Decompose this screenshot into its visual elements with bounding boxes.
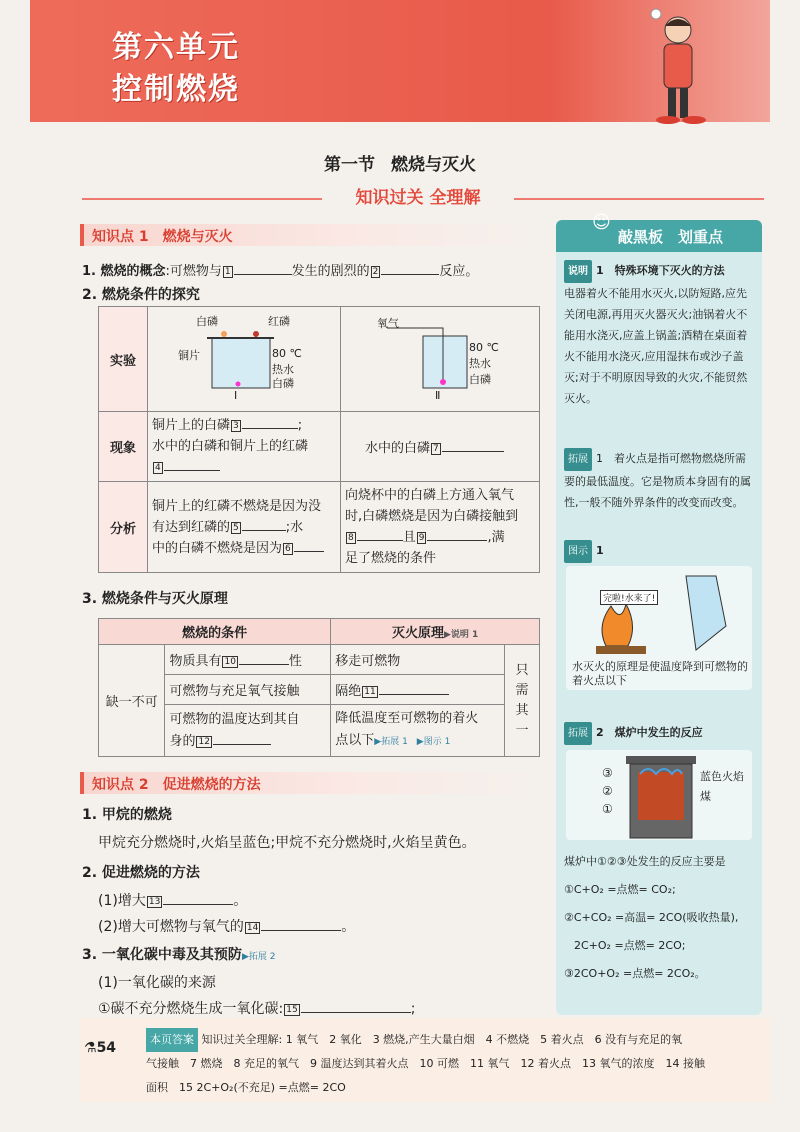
blank-number: 13 bbox=[148, 897, 161, 907]
label-oxygen: 氧气 bbox=[377, 317, 399, 330]
stove-label-3: ③ bbox=[602, 766, 613, 780]
cond-text: 可燃物的温度达到其自 bbox=[169, 711, 300, 727]
cond-row-3 bbox=[165, 705, 331, 757]
s3-note: ▶拓展 2 bbox=[241, 952, 276, 962]
answer-blank bbox=[164, 470, 220, 471]
s3-heading-text: 3. 一氧化碳中毒及其预防 bbox=[82, 947, 242, 963]
ext-2-head bbox=[564, 722, 756, 745]
stove-label-flame: 蓝色火焰 bbox=[700, 770, 744, 783]
analysis-cell-2 bbox=[341, 482, 540, 573]
note-1-text: 电器着火不能用水灭火,以防短路,应先关闭电源,再用灭火器灭火;油锅着火不能用水浇灭,应盖上锅盖;酒精在桌面着火不能用水浇灭,应用湿抹布或沙子盖灭;对于不明原因导致的火灾,不能贸然灭火。 bbox=[564, 287, 748, 405]
method-text: 点以下 bbox=[335, 733, 375, 748]
observation-cell-1 bbox=[148, 412, 341, 482]
answer-line-2: 气接触 7 燃烧 8 充足的氧气 9 温度达到其着火点 10 可燃 11 氧气 12 着火点 13 氧气的浓度 14 接触 bbox=[146, 1057, 705, 1070]
method-note: ▶拓展 1 ▶图示 1 bbox=[374, 737, 451, 747]
s1-heading: 1. 甲烷的燃烧 bbox=[82, 807, 172, 823]
stove-label-2: ② bbox=[602, 784, 613, 798]
fig-1-title: 1 bbox=[596, 544, 604, 557]
answer-blank bbox=[242, 428, 298, 429]
blank-number: 3 bbox=[233, 421, 239, 431]
header-extinguish-text: 灭火原理 bbox=[391, 626, 444, 641]
section-title bbox=[0, 150, 800, 175]
ana-text: 向烧杯中的白磷上方通入氧气 bbox=[345, 488, 515, 503]
item1-text-a: :可燃物与 bbox=[165, 264, 222, 279]
note-1 bbox=[564, 260, 756, 409]
diagram-2-roman: Ⅱ bbox=[435, 389, 441, 402]
cond-row-2: 可燃物与充足氧气接触 bbox=[165, 675, 331, 705]
s1-text: 甲烷充分燃烧时,火焰呈蓝色;甲烷不充分燃烧时,火焰呈黄色。 bbox=[98, 835, 476, 851]
reaction-2b: 2C+O₂ =点燃= 2CO; bbox=[574, 939, 686, 952]
answer-line-1: 知识过关全理解: 1 氧气 2 氧化 3 燃烧,产生大量白烟 4 不燃烧 5 着火点 6 没有与充足的氧 bbox=[201, 1033, 683, 1046]
label-white-phosphorus-bottom: 白磷 bbox=[272, 377, 295, 390]
page-number-text: 54 bbox=[96, 1040, 117, 1056]
header-conditions: 燃烧的条件 bbox=[99, 619, 331, 645]
left-merged-cell: 缺一不可 bbox=[99, 645, 165, 757]
label-white-phosphorus-top: 白磷 bbox=[196, 315, 219, 328]
answer-blank bbox=[261, 930, 341, 931]
answer-blank bbox=[427, 540, 487, 541]
unit-title: 控制燃烧 bbox=[112, 72, 240, 107]
blank-number: 8 bbox=[348, 533, 354, 543]
reaction-2: ②C+CO₂ =高温= 2CO(吸收热量), bbox=[564, 911, 739, 924]
obs-text: 水中的白磷和铜片上的红磷 bbox=[152, 439, 309, 454]
header-note: ▶说明 1 bbox=[443, 630, 479, 640]
answer-blank bbox=[163, 904, 233, 905]
section-number: 第一节 bbox=[324, 155, 375, 175]
analysis-cell-1 bbox=[148, 482, 341, 573]
label-hot-water: 热水 bbox=[272, 363, 295, 376]
answer-text bbox=[146, 1028, 766, 1100]
blank-number: 1 bbox=[224, 267, 231, 277]
header-extinguish bbox=[331, 619, 540, 645]
obs-text: ; bbox=[297, 418, 303, 433]
reaction-intro: 煤炉中①②③处发生的反应主要是 bbox=[564, 855, 726, 868]
stove-reactions bbox=[564, 848, 756, 988]
s2-text: 。 bbox=[341, 919, 356, 935]
answer-blank bbox=[301, 1012, 411, 1013]
guide-divider-right bbox=[514, 198, 764, 200]
experiment-diagram-1 bbox=[148, 307, 341, 412]
s3-text: ①碳不充分燃烧生成一氧化碳: bbox=[98, 1001, 284, 1017]
right-text-2: 其一 bbox=[515, 702, 529, 738]
s2-text: (1)增大 bbox=[98, 893, 146, 909]
answer-line-3: 面积 15 2C+O₂(不充足) =点燃= 2CO bbox=[146, 1081, 346, 1094]
label-white-phosphorus-2: 白磷 bbox=[469, 373, 491, 386]
ana-text: 且 bbox=[402, 530, 416, 545]
section-name: 燃烧与灭火 bbox=[391, 155, 476, 175]
fire-principle-table bbox=[98, 618, 540, 757]
item1-line bbox=[82, 260, 478, 279]
cond-text: 身的 bbox=[169, 733, 196, 749]
fire-extinguish-illustration bbox=[566, 566, 752, 690]
observation-cell-2 bbox=[341, 412, 540, 482]
item3-heading: 3. 燃烧条件与灭火原理 bbox=[82, 591, 228, 607]
answer-blank bbox=[242, 530, 286, 531]
ext-1 bbox=[564, 448, 756, 513]
item2-heading: 2. 燃烧条件的探究 bbox=[82, 287, 200, 303]
ana-text: 铜片上的红磷不燃烧是因为没 bbox=[152, 498, 322, 514]
right-text-1: 只需 bbox=[515, 662, 529, 698]
method-text: 隔绝 bbox=[335, 684, 362, 699]
s3-line-b bbox=[98, 998, 415, 1018]
method-text: 降低温度至可燃物的着火 bbox=[335, 711, 479, 726]
blank-number: 6 bbox=[285, 543, 291, 554]
answer-footer bbox=[80, 1018, 770, 1102]
stove-svg bbox=[566, 750, 752, 840]
item1-heading: 1. 燃烧的概念 bbox=[82, 264, 166, 279]
answer-blank bbox=[294, 551, 324, 552]
blank-number: 5 bbox=[233, 522, 239, 533]
label-temperature: 80 ℃ bbox=[272, 347, 302, 360]
page-number bbox=[84, 1040, 116, 1056]
answer-blank bbox=[234, 274, 292, 275]
note-tag: 说明 bbox=[564, 260, 592, 283]
obs-text: 铜片上的白磷 bbox=[152, 418, 231, 433]
blank-number: 4 bbox=[155, 463, 161, 473]
s2-text: 。 bbox=[233, 893, 248, 909]
knowledge-point-1-label: 知识点 1 燃烧与灭火 bbox=[92, 229, 233, 245]
obs-text: 水中的白磷 bbox=[365, 441, 431, 456]
s2-line-a bbox=[98, 890, 247, 910]
ext-tag: 拓展 bbox=[564, 722, 592, 745]
blank-number: 14 bbox=[246, 923, 259, 933]
blank-number: 11 bbox=[364, 687, 376, 697]
answer-blank bbox=[239, 664, 289, 665]
row-label-observation: 现象 bbox=[99, 412, 148, 482]
right-merged-cell bbox=[505, 645, 540, 757]
blank-number: 7 bbox=[433, 444, 439, 454]
sidebar-title: 敲黑板 划重点 bbox=[618, 228, 724, 246]
answer-blank bbox=[357, 540, 403, 541]
experiment-table bbox=[98, 306, 540, 573]
knowledge-point-2-label: 知识点 2 促进燃烧的方法 bbox=[92, 777, 261, 793]
ana-text: ;水 bbox=[285, 519, 304, 535]
note-1-title-text: 1 特殊环境下灭火的方法 bbox=[596, 264, 725, 277]
ext-2-title: 2 煤炉中发生的反应 bbox=[596, 726, 703, 739]
cartoon-boy-illustration bbox=[638, 4, 718, 126]
answer-blank bbox=[213, 744, 271, 745]
ext-1-text: 1 着火点是指可燃物燃烧所需要的最低温度。它是物质本身固有的属性,一般不随外界条件的改变而改变。 bbox=[564, 452, 751, 509]
flask-icon: ⚗ bbox=[84, 1040, 97, 1056]
blank-number: 12 bbox=[198, 736, 210, 747]
unit-banner bbox=[30, 0, 770, 122]
s3-heading bbox=[82, 944, 275, 964]
answer-blank bbox=[381, 274, 439, 275]
s2-text: (2)增大可燃物与氧气的 bbox=[98, 919, 244, 935]
speech-bubble: 完啦!水来了! bbox=[600, 590, 658, 605]
row-label-experiment: 实验 bbox=[99, 307, 148, 412]
blank-number: 2 bbox=[372, 267, 379, 277]
note-1-title bbox=[564, 260, 756, 283]
stove-label-1: ① bbox=[602, 802, 613, 816]
method-row-2 bbox=[331, 675, 505, 705]
fire-water-svg bbox=[566, 566, 752, 662]
guide-divider-left bbox=[82, 198, 322, 200]
ana-text: 有达到红磷的 bbox=[152, 519, 231, 535]
reaction-3: ③2CO+O₂ =点燃= 2CO₂。 bbox=[564, 967, 706, 980]
student-icon: ☺ bbox=[592, 212, 611, 233]
reaction-1: ①C+O₂ =点燃= CO₂; bbox=[564, 883, 676, 896]
label-hot-water-2: 热水 bbox=[469, 357, 491, 370]
s3-text: ; bbox=[410, 1001, 416, 1017]
label-red-phosphorus: 红磷 bbox=[268, 315, 291, 328]
unit-number: 第六单元 bbox=[112, 30, 240, 65]
answer-blank bbox=[442, 451, 504, 452]
knowledge-point-1-bar bbox=[80, 224, 544, 246]
method-row-1: 移走可燃物 bbox=[331, 645, 505, 675]
experiment-diagram-2 bbox=[341, 307, 540, 412]
label-copper-sheet: 铜片 bbox=[178, 349, 201, 362]
knowledge-point-2-bar bbox=[80, 772, 544, 794]
answer-blank bbox=[379, 694, 449, 695]
ana-text: 足了燃烧的条件 bbox=[345, 551, 437, 566]
method-row-3 bbox=[331, 705, 505, 757]
ana-text: 中的白磷不燃烧是因为 bbox=[152, 540, 283, 556]
key-points-sidebar bbox=[556, 212, 762, 1015]
s2-line-b bbox=[98, 916, 355, 936]
cond-text: 性 bbox=[288, 654, 302, 669]
coal-stove-diagram bbox=[566, 750, 752, 840]
fig-1-head bbox=[564, 540, 756, 563]
ana-text: 时,白磷燃烧是因为白磷接触到 bbox=[345, 509, 519, 524]
blank-number: 9 bbox=[418, 533, 425, 543]
item1-text-b: 发生的剧烈的 bbox=[291, 264, 370, 279]
item1-text-c: 反应。 bbox=[439, 264, 479, 279]
stove-label-coal: 煤 bbox=[700, 790, 711, 803]
fig-tag: 图示 bbox=[564, 540, 592, 563]
s3-line-a: (1)一氧化碳的来源 bbox=[98, 975, 216, 991]
answer-tag: 本页答案 bbox=[146, 1028, 198, 1052]
cond-row-1 bbox=[165, 645, 331, 675]
fig-1-caption: 水灭火的原理是使温度降到可燃物的着火点以下 bbox=[572, 660, 748, 687]
label-temperature-2: 80 ℃ bbox=[469, 341, 499, 354]
blank-number: 15 bbox=[286, 1005, 298, 1015]
diagram-1-roman: Ⅰ bbox=[234, 389, 238, 402]
row-label-analysis: 分析 bbox=[99, 482, 148, 573]
sidebar-header bbox=[556, 212, 762, 252]
s2-heading: 2. 促进燃烧的方法 bbox=[82, 865, 200, 881]
blank-number: 10 bbox=[224, 657, 236, 667]
ext-tag: 拓展 bbox=[564, 448, 592, 471]
cond-text: 物质具有 bbox=[169, 654, 222, 669]
ana-text: ,满 bbox=[487, 530, 505, 545]
guide-badge: 知识过关 全理解 bbox=[355, 188, 481, 208]
